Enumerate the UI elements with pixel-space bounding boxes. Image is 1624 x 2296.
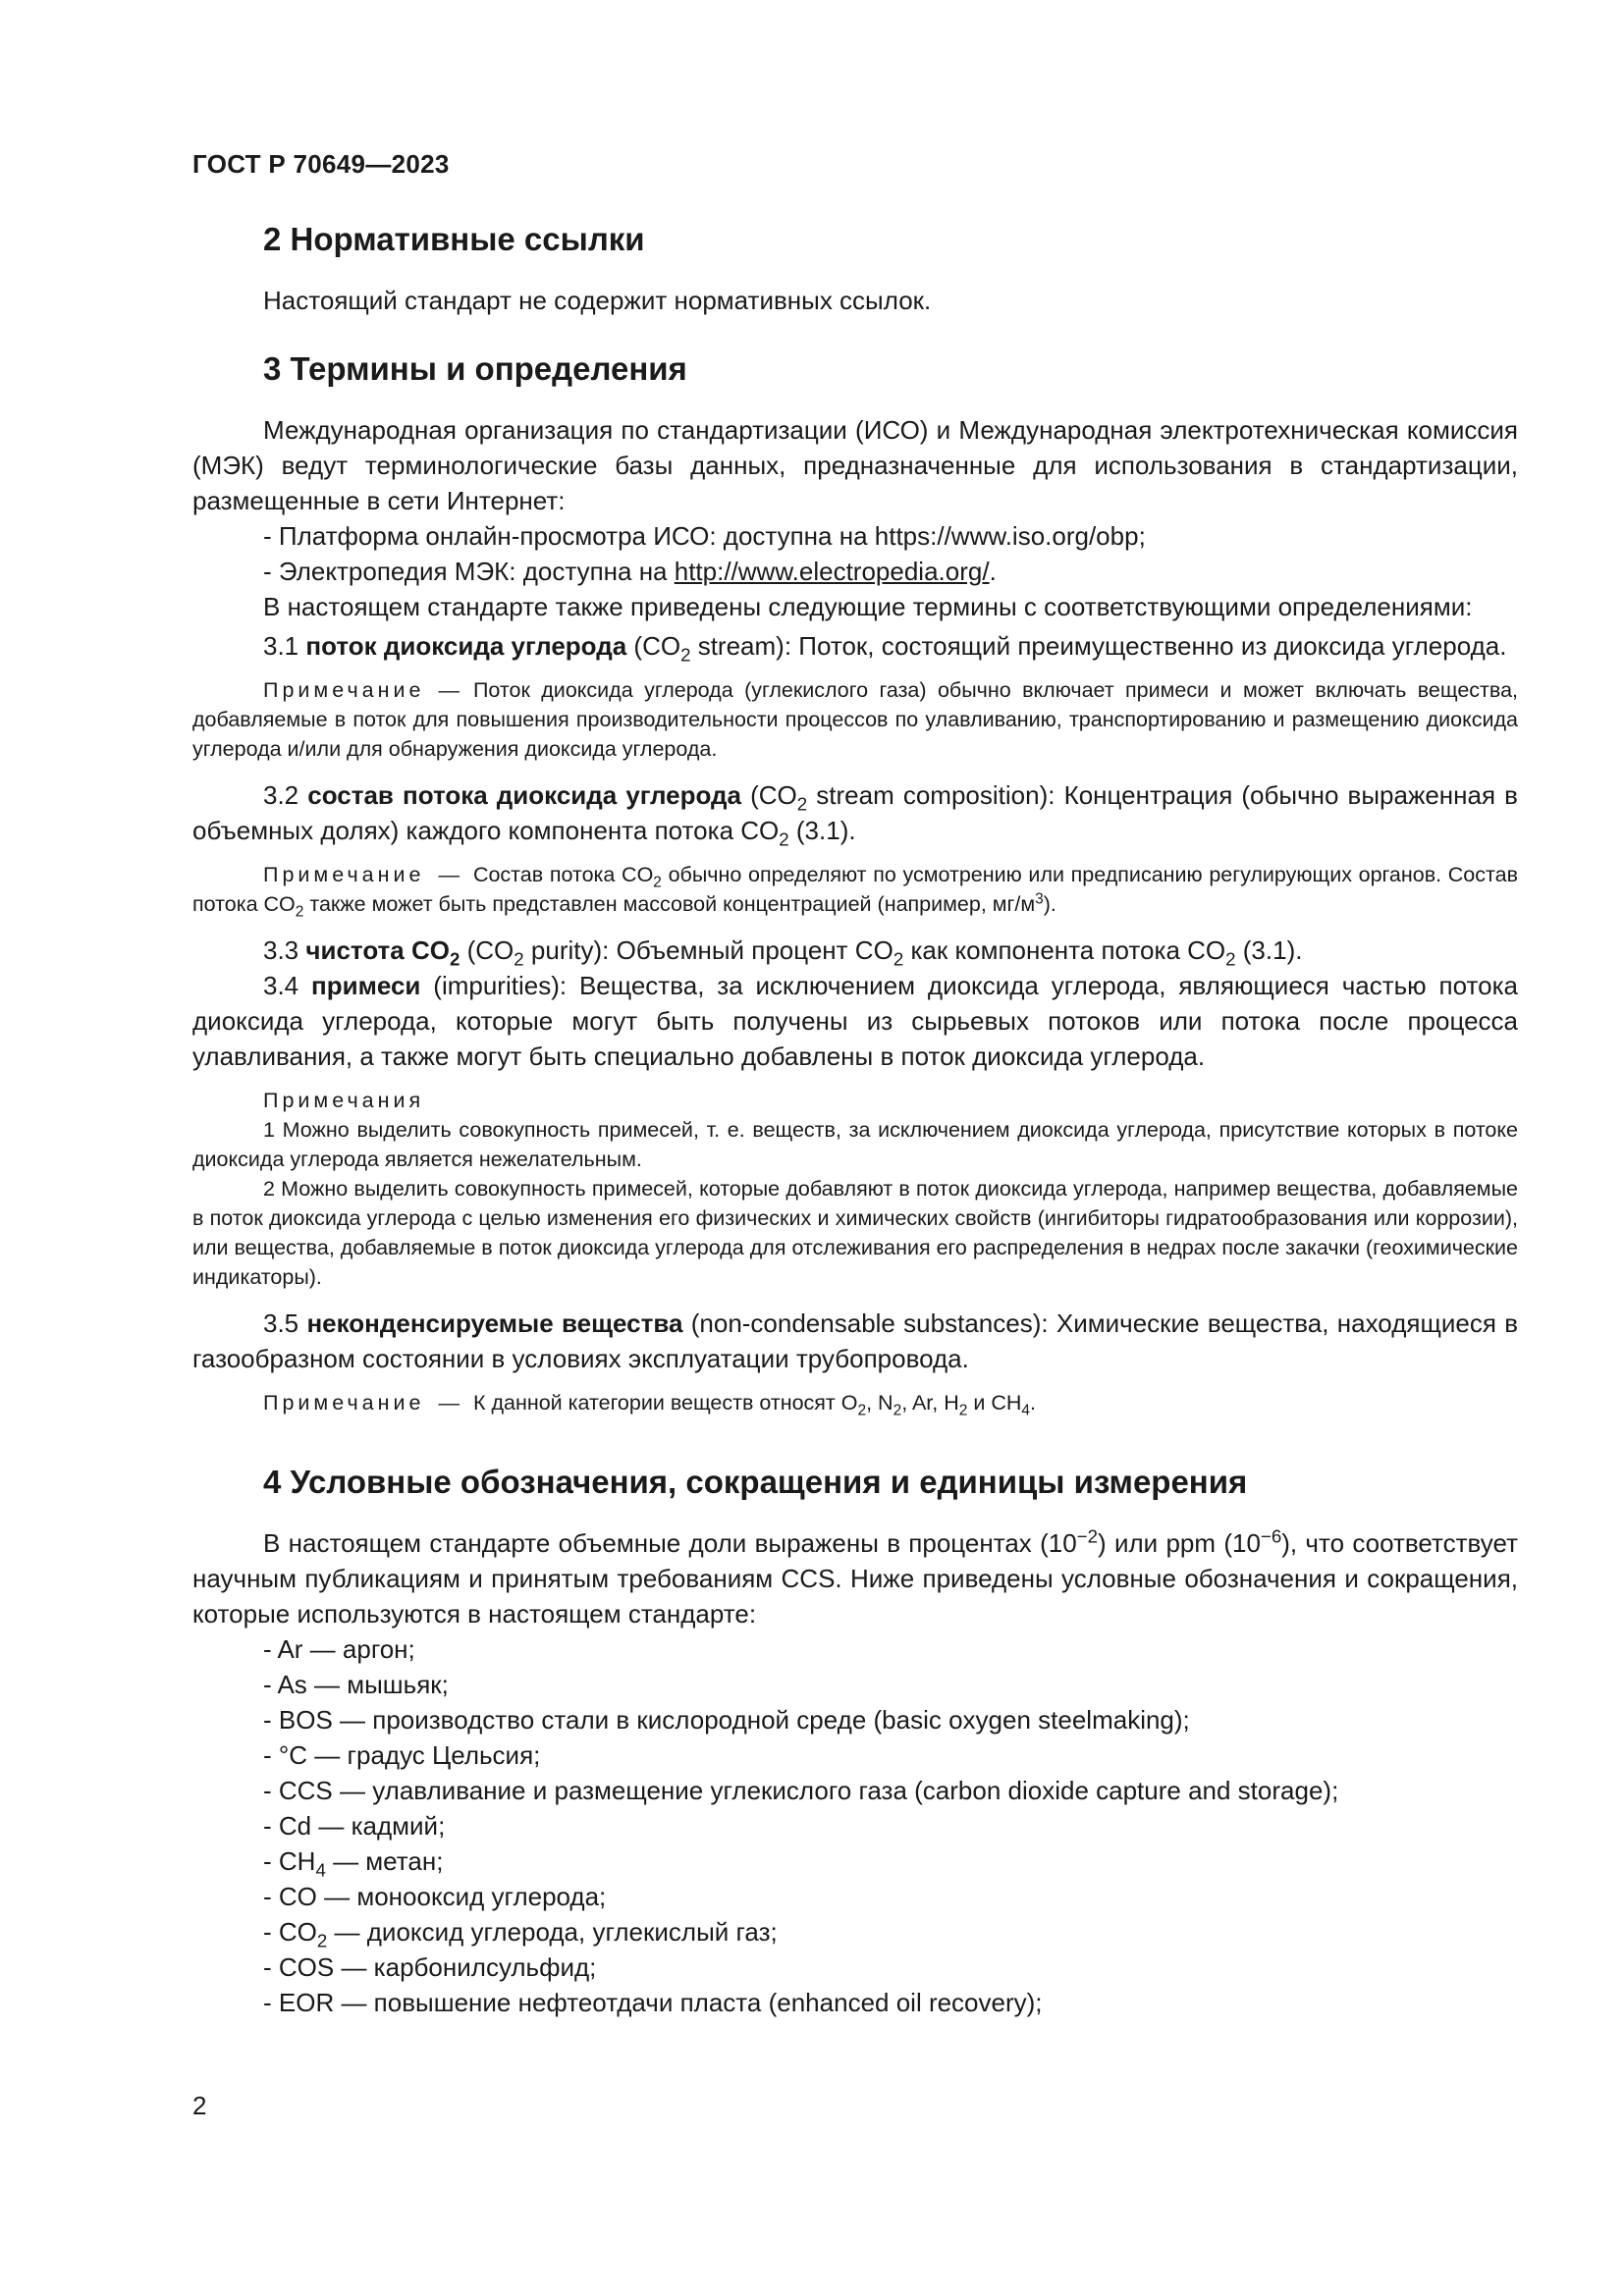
abbr-cos: - COS — карбонилсульфид; (263, 1952, 597, 1982)
abbr-eor: - EOR — повышение нефтеотдачи пласта (enhanced oil recovery); (263, 1988, 1043, 2017)
term-3-1: 3.1 поток диоксида углерода ($CO_2$ stream): Поток, состоящий преимущественно из диоксида углерода. (263, 631, 1507, 666)
section-4-title: 4 Условные обозначения, сокращения и единицы измерения (263, 1464, 1248, 1500)
abbr-cd: - Cd — кадмий; (263, 1811, 446, 1841)
term-3-4-notes: Примечания 1 Можно выделить совокупность примесей, т. е. веществ, за исключением диоксида углерода, присутствие которых в потоке диоксида углерода является нежелательным. 2 Можно выделить совокупность примесей, которые добавляют в поток диоксида углерода, например вещества, добавляемые в поток диоксида углерода с целью изменения его физических и химических свойств (ингибиторы гидратообразования или коррозии), или вещества, добавляемые в поток диоксида углерода для отслеживания его распределения в недрах после закачки (геохимические индикаторы). (192, 1086, 1518, 1292)
section-3-intro: Международная организация по стандартизации (ИСО) и Международная электротехническая комиссия (МЭК) ведут терминологические базы данных, предназначенные для использования в стандартизации, размещенные в сети Интернет: (192, 415, 1518, 515)
term-3-2-name: состав потока диоксида углерода (307, 780, 741, 810)
term-3-5-note: Примечание — К данной категории веществ относят $O_2$, $N_2$, Ar, $H_2$ и $CH_4$. (263, 1391, 1036, 1419)
term-3-1-note: Примечание — Поток диоксида углерода (углекислого газа) обычно включает примеси и может включать вещества, добавляемые в поток для повышения производительности процессов по улавливанию, транспортированию и размещению диоксида углерода и/или для обнаружения диоксида углерода. (192, 678, 1518, 761)
term-3-4-note-2: 2 Можно выделить совокупность примесей, которые добавляют в поток диоксида углерода, например вещества, добавляемые в поток диоксида углерода с целью изменения его физических и химических свойств (ингибиторы гидратообразования или коррозии), или вещества, добавляемые в поток диоксида углерода для отслеживания его распределения в недрах после закачки (геохимические индикаторы). (192, 1177, 1518, 1289)
termbase-iso: - Платформа онлайн-просмотра ИСО: доступна на https://www.iso.org/obp; (263, 521, 1146, 551)
abbr-co: - CO — монооксид углерода; (263, 1882, 607, 1911)
page-number: 2 (192, 2091, 207, 2120)
abbr-ccs: - CCS — улавливание и размещение углекислого газа (carbon dioxide capture and storage); (263, 1776, 1339, 1805)
abbr-ch4: - $CH_4$ — метан; (263, 1846, 444, 1881)
electropedia-link[interactable]: http://www.electropedia.org/ (674, 557, 990, 586)
term-3-1-name: поток диоксида углерода (305, 631, 627, 661)
abbr-bos: - BOS — производство стали в кислородной среде (basic oxygen steelmaking); (263, 1705, 1190, 1735)
abbr-degc: - °C — градус Цельсия; (263, 1740, 541, 1770)
term-3-4: 3.4 примеси (impurities): Вещества, за исключением диоксида углерода, являющиеся частью потока диоксида углерода, которые могут быть получены из сырьевых потоков или потока после процесса улавливания, а также могут быть специально добавлены в поток диоксида углерода. (192, 971, 1518, 1071)
abbr-co2: - $CO_2$ — диоксид углерода, углекислый газ; (263, 1917, 778, 1951)
term-3-2: 3.2 состав потока диоксида углерода ($CO_2$ stream composition): Концентрация (обычно выраженная в объемных долях) каждого компонента потока $CO_2$ (3.1). (192, 780, 1518, 850)
term-3-3: 3.3 чистота $CO_2$ ($CO_2$ purity): Объемный процент $CO_2$ как компонента потока $CO_2$ (3.1). (263, 935, 1303, 970)
abbr-ar: - Ar — аргон; (263, 1634, 415, 1664)
document-body (192, 218, 1518, 2020)
term-3-5: 3.5 неконденсируемые вещества (non-condensable substances): Химические вещества, находящиеся в газообразном состоянии в условиях эксплуатации трубопровода. (192, 1308, 1519, 1373)
abbr-as: - As — мышьяк; (263, 1670, 449, 1699)
section-2-text: Настоящий стандарт не содержит нормативных ссылок. (263, 286, 932, 315)
section-3-title: 3 Термины и определения (263, 350, 687, 387)
term-3-5-name: неконденсируемые вещества (306, 1308, 683, 1338)
termbase-iec: - Электропедия МЭК: доступна на http://www.electropedia.org/. (263, 557, 997, 586)
document-header: ГОСТ Р 70649—2023 (192, 149, 450, 179)
abbreviation-list (192, 1631, 1518, 2020)
term-3-4-note-1: 1 Можно выделить совокупность примесей, т. е. веществ, за исключением диоксида углерода, присутствие которых в потоке диоксида углерода является нежелательным. (192, 1118, 1518, 1171)
term-3-2-note: Примечание — Состав потока $CO_2$ обычно определяют по усмотрению или предписанию регулирующих органов. Состав потока $CO_2$ также может быть представлен массовой концентрацией (например, $мг/м^3$). (192, 863, 1518, 921)
terms-lead: В настоящем стандарте также приведены следующие термины с соответствующими определениями: (263, 592, 1473, 621)
term-3-4-name: примеси (311, 971, 421, 1000)
section-2-title: 2 Нормативные ссылки (263, 221, 645, 257)
term-3-3-name: чистота $CO_2$ (305, 935, 460, 970)
section-4-intro: В настоящем стандарте объемные доли выражены в процентах $(10^{-2})$ или ppm $(10^{-6})$, что соответствует научным публикациям и принятым требованиям CCS. Ниже приведены условные обозначения и сокращения, которые используются в настоящем стандарте: (192, 1525, 1518, 1629)
